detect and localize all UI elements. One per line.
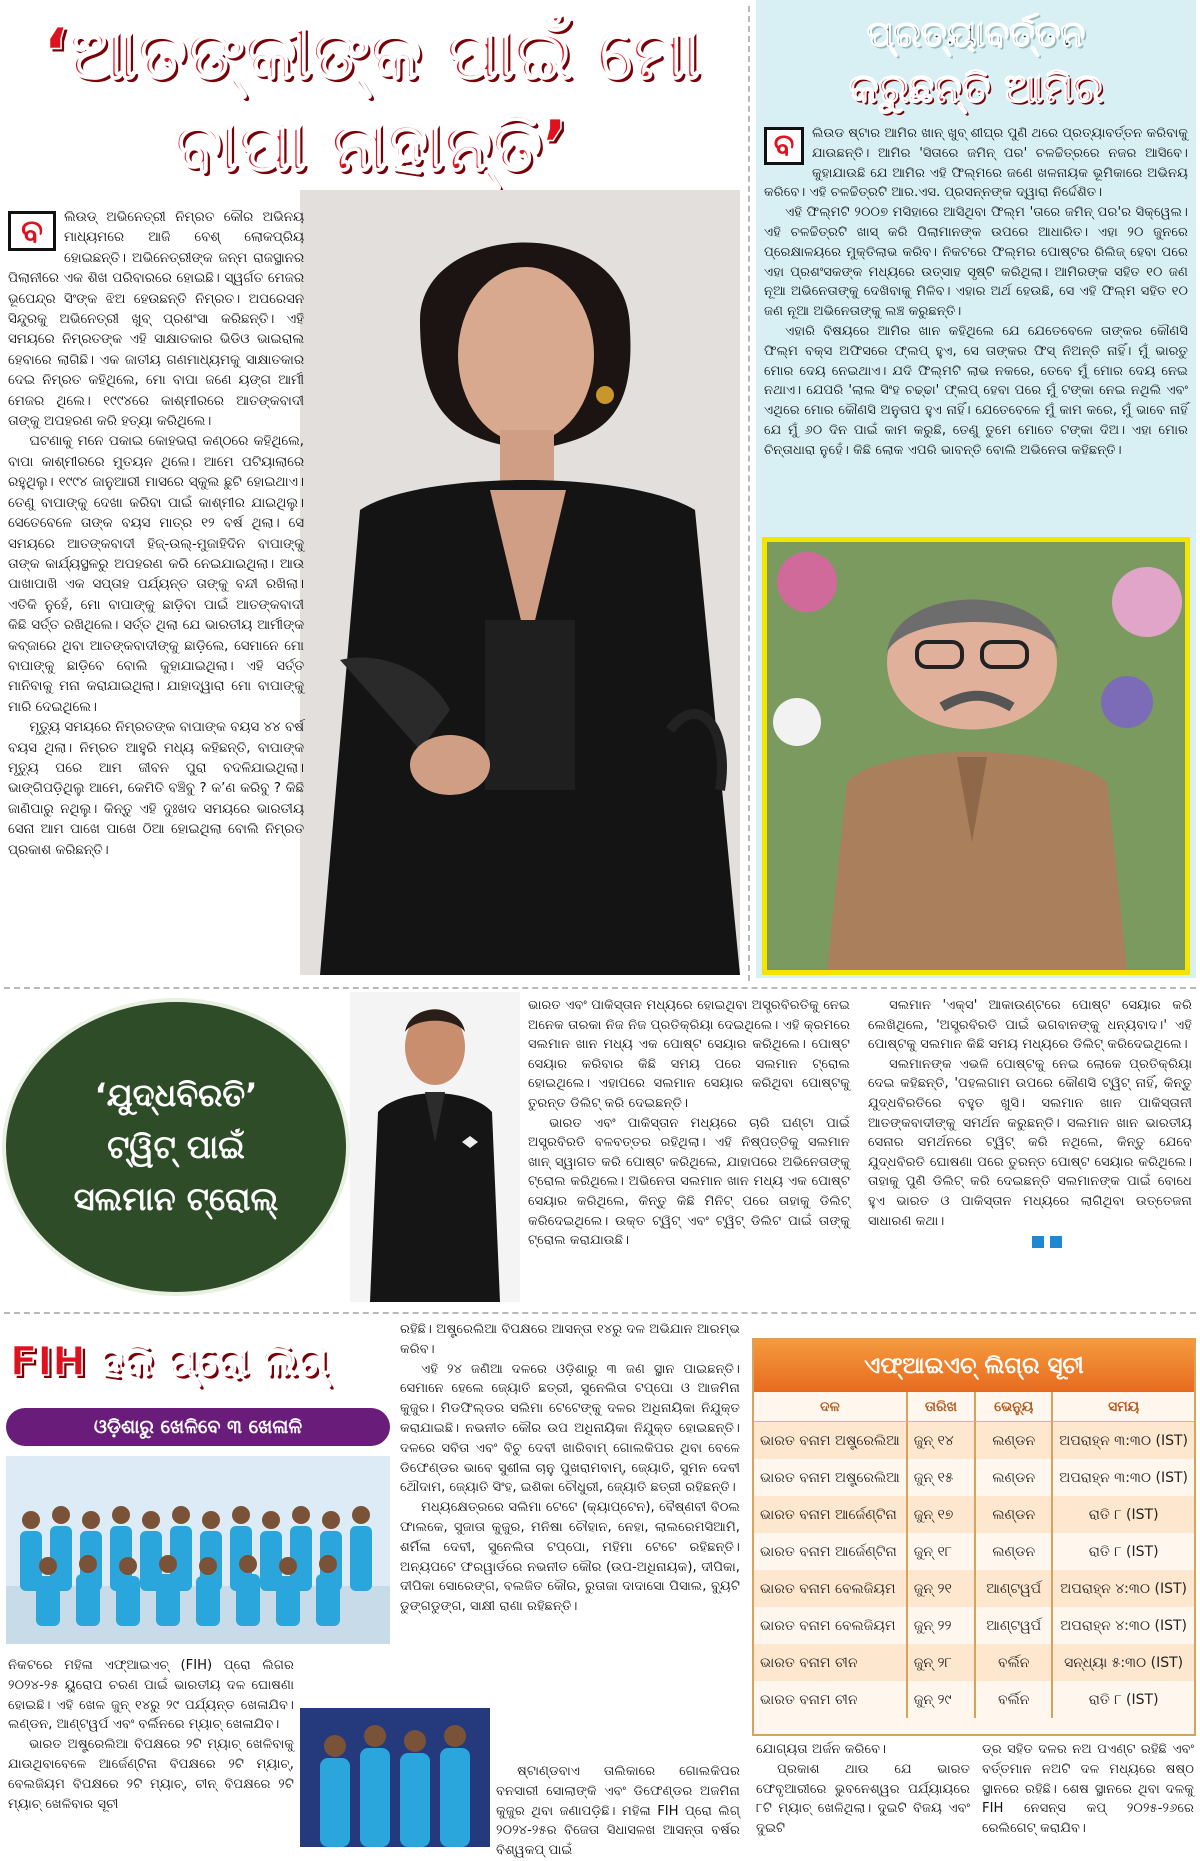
schedule-time: ଅପରାହ୍ନ ୩:୩୦ (IST) xyxy=(1053,1422,1194,1459)
aamir-headline-line2: କରୁଛନ୍ତି ଆମିର xyxy=(848,66,1104,112)
schedule-venue: ଲଣ୍ଡନ xyxy=(976,1533,1053,1570)
hockey-team-group-icon xyxy=(6,1456,390,1644)
schedule-time: ରାତି ୮ (IST) xyxy=(1053,1496,1194,1533)
schedule-col-team: ଦଳ xyxy=(754,1392,908,1422)
hockey-col2-para-2: ଏହି ୨୪ ଜଣିଆ ଦଳରେ ଓଡ଼ିଶାରୁ ୩ ଜଣ ସ୍ଥାନ ପାଇଛନ୍ତି। ସେମାନେ ହେଲେ ଜ୍ୟୋତି ଛତ୍ରୀ, ସୁନେଲିତା ଟପ୍ପୋ ଓ ଆଜମିନା କୁଜୁର। ମିଡଫିଲ୍ଡର ସଲିମା ଟେଟେଙ୍କୁ ଦଳର ଅଧିନାୟିକା ନିଯୁକ୍ତ କରାଯାଇଛି। ନଭନୀତ କୌର ଉପ ଅଧିନାୟିକା ନିଯୁକ୍ତ ହୋଇଛନ୍ତି। ଦଳରେ ସବିତା ଏବଂ ବିଚୁ ଦେବୀ ଖାରିବାମ୍ ଗୋଲକିପର ଥିବା ବେଳେ ଡିଫେଣ୍ଡର ଭାବେ ସୁଶୀଳା ଚାନୁ ପୁଖରାମବାମ୍, ଜ୍ୟୋତି, ସୁମନ ଦେବୀ ଥୌଦାମ, ଜ୍ୟୋତି ସିଂହ, ଇଶିକା ଚୌଧୁରୀ, ଜ୍ୟୋତି ଛତ୍ରୀ ରହିଛନ୍ତି। xyxy=(400,1361,740,1496)
story-end-marker xyxy=(868,1235,1192,1247)
schedule-venue: ଲଣ୍ଡନ xyxy=(976,1496,1053,1533)
schedule-venue: ଆଣ୍ଟୱର୍ପ xyxy=(976,1570,1053,1607)
aamir-body xyxy=(764,124,1188,461)
hockey-intro: ନିକଟରେ ମହିଳା ଏଫ୍ଆଇଏଚ୍ (FIH) ପ୍ରୋ ଲିଗର ୨୦୨୪-୨୫ ୟୁରୋପ ଚରଣ ପାଇଁ ଭାରତୀୟ ଦଳ ଘୋଷଣା ହୋଇଛି। ଏହି ଖେଳ ଜୁନ୍ ୧୪ରୁ ୨୯ ପର୍ଯ୍ୟନ୍ତ ଖେଳାଯିବ। ଲଣ୍ଡନ, ଆଣ୍ଟୱର୍ପ ଏବଂ ବର୍ଲିନରେ ମ୍ୟାଚ୍ ଖେଳାଯିବ। xyxy=(8,1658,294,1733)
hockey-col-1 xyxy=(8,1656,294,1814)
hockey-col3-para-2: ପ୍ରକାଶ ଥାଉ ଯେ ଭାରତ ଫେବୃଆରୀରେ ଭୁବନେଶ୍ୱର ପର୍ଯ୍ୟାୟରେ ୮ଟି ମ୍ୟାଚ୍ ଖେଳିଥିଲା। ଦୁଇଟି ବିଜୟ ଏବଂ ଦୁଇଟି xyxy=(756,1761,970,1837)
schedule-venue: ବର୍ଲିନ xyxy=(976,1681,1053,1718)
schedule-col-time: ସମୟ xyxy=(1053,1392,1194,1422)
row-divider-2 xyxy=(4,1312,1196,1314)
schedule-team: ଭାରତ ବନାମ ବେଲଜିୟମ xyxy=(754,1570,908,1607)
schedule-time: ରାତି ୮ (IST) xyxy=(1053,1681,1194,1718)
schedule-time: ଅପରାହ୍ନ ୪:୩୦ (IST) xyxy=(1053,1570,1194,1607)
schedule-date: ଜୁନ୍ ୨୨ xyxy=(908,1607,976,1644)
schedule-team: ଭାରତ ବନାମ ଅଷ୍ଟ୍ରେଲିଆ xyxy=(754,1422,908,1459)
hockey-subhead: ଓଡ଼ିଶାରୁ ଖେଳିବେ ୩ ଖେଳାଳି xyxy=(6,1408,390,1446)
hockey-para-1b: ଭାରତ ଅଷ୍ଟ୍ରେଲିଆ ବିପକ୍ଷରେ ୨ଟି ମ୍ୟାଚ୍ ଖେଳିବାକୁ ଯାଉଥିବାବେଳେ ଆର୍ଜେଣ୍ଟିନା ବିପକ୍ଷରେ ୨ଟି ମ୍ୟାଚ୍, ବେଲଜିୟମ ବିପକ୍ଷରେ ୨ଟି ମ୍ୟାଚ୍, ଚୀନ୍ ବିପକ୍ଷରେ ୨ଟି ମ୍ୟାଚ୍ ଖେଳିବାର ସୂଚୀ xyxy=(8,1737,294,1812)
table-row xyxy=(754,1607,1194,1644)
schedule-team: ଭାରତ ବନାମ ଆର୍ଜେଣ୍ଟିନା xyxy=(754,1496,908,1533)
schedule-time: ରାତି ୮ (IST) xyxy=(1053,1533,1194,1570)
nimrat-dropcap: ବ xyxy=(8,211,56,251)
schedule-venue: ବର୍ଲିନ xyxy=(976,1644,1053,1681)
schedule-time: ସନ୍ଧ୍ୟା ୫:୩୦ (IST) xyxy=(1053,1644,1194,1681)
salman-headline-line2: ଟ୍ୱିଟ୍ ପାଇଁ xyxy=(107,1128,245,1166)
schedule-date: ଜୁନ୍ ୧୪ xyxy=(908,1422,976,1459)
aamir-para-2: ଏହି ଫିଲ୍ମଟି ୨୦୦୭ ମସିହାରେ ଆସିଥିବା ଫିଲ୍ମ 'ତାରେ ଜମିନ୍ ପର'ର ସିକ୍ୱେଲ। ଏହି ଚଳଚ୍ଚିତ୍ରଟି ଖାସ୍ କରି ପିଲାମାନଙ୍କ ଉପରେ ଆଧାରିତ। ଏହା ୨୦ ଜୁନରେ ପ୍ରେକ୍ଷାଳୟରେ ମୁକ୍ତିଲାଭ କରିବ। ନିକଟରେ ଫିଲ୍ମର ପୋଷ୍ଟର ରିଲିଜ୍ ହେବା ପରେ ଏହା ପ୍ରଶଂସକଙ୍କ ମଧ୍ୟରେ ଉତ୍ସାହ ସୃଷ୍ଟି କରିଥିଲା। ଆମିରଙ୍କ ସହିତ ୧୦ ଜଣ ନୂଆ ଅଭିନେତାଙ୍କୁ ଦେଖିବାକୁ ମିଳିବ। ଏହାର ଅର୍ଥ ହେଉଛି, ସେ ଏହି ଫିଲ୍ମ ସହିତ ୧୦ ଜଣ ନୂଆ ଅଭିନେତାଙ୍କୁ ଲଞ୍ଚ କରୁଛନ୍ତି। xyxy=(764,205,1188,320)
hockey-col-4 xyxy=(982,1740,1194,1839)
schedule-venue: ଲଣ୍ଡନ xyxy=(976,1422,1053,1459)
hockey-col2-para-1: ରହିଛି। ଅଷ୍ଟ୍ରେଲିଆ ବିପକ୍ଷରେ ଆସନ୍ତା ୧୪ରୁ ଦଳ ଅଭିଯାନ ଆରମ୍ଭ କରିବ। xyxy=(400,1322,740,1357)
hockey-headline: FIH ହକି ପ୍ରୋ ଲିଗ୍ xyxy=(10,1339,328,1385)
aamir-para-3: ଏହାରି ବିଷୟରେ ଆମିର ଖାନ କହିଥିଲେ ଯେ ଯେତେବେଳେ ତାଙ୍କର କୌଣସି ଫିଲ୍ମ ବକ୍ସ ଅଫିସରେ ଫ୍ଲପ୍ ହୁଏ, ସେ ତାଙ୍କର ଫିସ୍ ନିଅନ୍ତି ନାହିଁ। ମୁଁ ଭାରତୁ ମୋର ଦେୟ ନେଇଥାଏ। ଯଦି ଫିଲ୍ମଟି ଲାଭ ନକରେ, ତେବେ ମୁଁ ମୋର ଦେୟ ନେଇ ନଥାଏ। ଯେପରି 'ଲାଲ ସିଂହ ଚଢ୍ଢା' ଫ୍ଲପ୍ ହେବା ପରେ ମୁଁ ଟଙ୍କା ନେଇ ନଥିଲି ଏବଂ ଏଥିରେ ମୋର କୌଣସି ଅନୁତାପ ହୁଏ ନାହିଁ। ଯେତେବେଳେ ମୁଁ କାମ କରେ, ମୁଁ ଭାବେ ନାହିଁ ଯେ ମୁଁ ୬୦ ଦିନ ପାଇଁ କାମ କରୁଛି, ତେଣୁ ତୁମେ ମୋତେ ଟଙ୍କା ଦିଅ। ଏହା ମୋର ଚିନ୍ତାଧାରା ନୁହେଁ। କିଛି ଲୋକ ଏପରି ଭାବନ୍ତି ବୋଲି ଅଭିନେତା କହିଛନ୍ତି। xyxy=(764,323,1188,458)
schedule-table xyxy=(754,1392,1194,1718)
table-row xyxy=(754,1459,1194,1496)
schedule-date: ଜୁନ୍ ୧୭ xyxy=(908,1496,976,1533)
schedule-col-date: ତାରିଖ xyxy=(908,1392,976,1422)
aamir-dropcap: ବ xyxy=(764,127,804,165)
man-in-brown-shirt-icon xyxy=(767,542,1185,970)
table-row xyxy=(754,1422,1194,1459)
table-row xyxy=(754,1681,1194,1718)
nimrat-body xyxy=(8,208,304,861)
man-in-black-suit-icon xyxy=(350,992,520,1302)
hockey-team-photo xyxy=(6,1456,390,1644)
salman-col-2 xyxy=(868,996,1192,1247)
schedule-date: ଜୁନ୍ ୨୧ xyxy=(908,1570,976,1607)
aamir-headline xyxy=(756,10,1196,118)
row-divider-1 xyxy=(4,987,1196,989)
schedule-box xyxy=(752,1338,1196,1736)
aamir-photo xyxy=(762,537,1190,975)
nimrat-para-1: ଲିଉଡ୍ ଅଭିନେତ୍ରୀ ନିମ୍ରତ କୌର ଅଭିନୟ ମାଧ୍ୟମରେ ଆଜି ବେଶ୍ ଲୋକପ୍ରିୟ ହୋଇଛନ୍ତି। ଅଭିନେତ୍ରୀଙ୍କ ଜନ୍ମ ରାଜସ୍ଥାନର ପିଲାନୀରେ ଏକ ଶିଖ ପରିବାରରେ ହୋଇଛି। ସ୍ୱର୍ଗତ ମେଜର ଭୂପେନ୍ଦ୍ର ସିଂଙ୍କ ଝିଅ ହେଉଛନ୍ତି ନିମ୍ରତ। ଅପରେସନ ସିନ୍ଦୁରକୁ ଅଭିନେତ୍ରୀ ଖୁବ୍ ପ୍ରଶଂସା କରିଛନ୍ତି। ଏହି ସମୟରେ ନିମ୍ରତଙ୍କ ଏହି ସାକ୍ଷାତକାର ଭିଡିଓ ଭାଇରାଲ ହେବାରେ ଲାଗିଛି। ଏକ ଜାତୀୟ ଗଣମାଧ୍ୟମକୁ ସାକ୍ଷାତକାର ଦେଇ ନିମ୍ରତ କହିଥିଲେ, ମୋ ବାପା ଜଣେ ୟଙ୍ଗ ଆର୍ମୀ ମେଜର ଥିଲେ। ୧୯୯୪ରେ କାଶ୍ମୀରରେ ଆତଙ୍କବାଦୀ ତାଙ୍କୁ ଅପହରଣ କରି ହତ୍ୟା କରିଥିଲେ। xyxy=(8,210,304,430)
salman-headline-line3: ସଲମାନ ଟ୍ରୋଲ୍ xyxy=(73,1180,279,1218)
salman-photo xyxy=(350,992,520,1302)
nimrat-headline-line2: ବାପା ନାହାନ୍ତି’ xyxy=(173,105,569,187)
salman-headline-line1: ‘ଯୁଦ୍ଧବିରତି’ xyxy=(94,1076,258,1114)
woman-in-black-blazer-icon xyxy=(300,190,740,975)
schedule-header-row xyxy=(754,1392,1194,1422)
schedule-date: ଜୁନ୍ ୧୫ xyxy=(908,1459,976,1496)
nimrat-headline xyxy=(0,8,742,192)
hockey-col-3 xyxy=(756,1740,970,1839)
schedule-team: ଭାରତ ବନାମ ବେଲଜିୟମ xyxy=(754,1607,908,1644)
hockey-col2-para-4: ଷ୍ଟାଣ୍ଡବାଏ ତାଲିକାରେ ଗୋଲକିପର ବନସାରୀ ସୋଲାଙ୍କି ଏବଂ ଡିଫେଣ୍ଡର ଅଜମିନା କୁଜୁର ଥିବା ଜଣାପଡ଼ିଛି। ମହିଳା FIH ପ୍ରୋ ଲିଗ୍ ୨୦୨୪-୨୫ର ବିଜେତା ସିଧାସଳଖ ଆସନ୍ତା ବର୍ଷର ବିଶ୍ୱକପ୍ ପାଇଁ xyxy=(496,1764,740,1859)
schedule-date: ଜୁନ୍ ୧୮ xyxy=(908,1533,976,1570)
schedule-team: ଭାରତ ବନାମ ଆର୍ଜେଣ୍ଟିନା xyxy=(754,1533,908,1570)
table-row xyxy=(754,1644,1194,1681)
nimrat-para-3: ମୃତ୍ୟୁ ସମୟରେ ନିମ୍ରତଙ୍କ ବାପାଙ୍କ ବୟସ ୪୪ ବର୍ଷ ବୟସ ଥିଲା। ନିମ୍ରତ ଆହୁରି ମଧ୍ୟ କହିଛନ୍ତି, ବାପାଙ୍କ ମୃତ୍ୟୁ ପରେ ଆମ ଜୀବନ ପୁରା ବଦଳିଯାଇଥିଲା। ଭାଙ୍ଗିପଡ଼ିଥିଲୁ ଆମେ, କେମିତି ବଞ୍ଚିବୁ ? କ’ଣ କରିବୁ ? କିଛି ଜାଣିପାରୁ ନଥିଲୁ। କିନ୍ତୁ ଏହି ଦୁଃଖଦ ସମୟରେ ଭାରତୀୟ ସେନା ଆମ ପାଖେ ପାଖେ ଠିଆ ହୋଇଥିଲା ବୋଲି ନିମ୍ରତ ପ୍ରକାଶ କରିଛନ୍ତି। xyxy=(8,720,304,858)
schedule-date: ଜୁନ୍ ୨୮ xyxy=(908,1644,976,1681)
schedule-team: ଭାରତ ବନାମ ଚୀନ xyxy=(754,1681,908,1718)
schedule-team: ଭାରତ ବନାମ ଅଷ୍ଟ୍ରେଲିଆ xyxy=(754,1459,908,1496)
table-row xyxy=(754,1496,1194,1533)
table-row xyxy=(754,1570,1194,1607)
salman-story xyxy=(0,992,1200,1312)
schedule-time: ଅପରାହ୍ନ ୩:୩୦ (IST) xyxy=(1053,1459,1194,1496)
hockey-col3-para-1: ଯୋଗ୍ୟତା ଅର୍ଜନ କରିବେ। xyxy=(756,1742,887,1757)
aamir-para-1: ଲିଉଡ ଷ୍ଟାର ଆମିର ଖାନ୍ ଖୁବ୍ ଶୀଘ୍ର ପୁଣି ଥରେ ପ୍ରତ୍ୟାବର୍ତ୍ତନ କରିବାକୁ ଯାଉଛନ୍ତି। ଆମିର 'ସିତାରେ ଜମିନ୍ ପର' ଚଳଚ୍ଚିତ୍ରରେ ନଜର ଆସିବେ। କୁହାଯାଉଛି ଯେ ଆମିର ଏହି ଫିଲ୍ମରେ ଜଣେ ଖଳନାୟକ ଭୂମିକାରେ ଅଭିନୟ କରିବେ। ଏହି ଚଳଚ୍ଚିତ୍ରଟି ଆର.ଏସ. ପ୍ରସନ୍ନଙ୍କ ଦ୍ୱାରା ନିର୍ଦ୍ଦେଶିତ। xyxy=(764,126,1188,201)
hockey-col-2 xyxy=(400,1320,740,1617)
salman-col2-para-1: ସଲମାନ 'ଏକ୍ସ' ଆକାଉଣ୍ଟରେ ପୋଷ୍ଟ ସେୟାର କରି ଲେଖିଥିଲେ, 'ଅସ୍ତ୍ରବିରତି ପାଇଁ ଭଗବାନଙ୍କୁ ଧନ୍ୟବାଦ।' ଏହି ପୋଷ୍ଟକୁ ସଲମାନ କିଛି ସମୟ ମଧ୍ୟରେ ଡିଲିଟ୍ କରିଦେଇଥିଲେ। xyxy=(868,998,1192,1053)
hockey-col-2-bottom xyxy=(496,1762,740,1861)
hockey-story xyxy=(0,1318,1200,1859)
salman-col1-para-2: ଭାରତ ଏବଂ ପାକିସ୍ତାନ ମଧ୍ୟରେ ଚାରି ଘଣ୍ଟା ପାଇଁ ଅସ୍ତ୍ରବିରତି ବଳବତ୍ତର ରହିଥିଲା। ଏହି ନିଷ୍ପତ୍ତିକୁ ସଲମାନ ଖାନ୍ ସ୍ୱାଗତ କରି ପୋଷ୍ଟ କରିଥିଲେ, ଯାହାପରେ ଅଭିନେତାଙ୍କୁ ଟ୍ରୋଲ କରିଥିଲେ। ଅଭିନେତା ସଲମାନ ଖାନ ମଧ୍ୟ ଏକ ପୋଷ୍ଟ ସେୟାର କରିଥିଲେ, କିନ୍ତୁ କିଛି ମିନିଟ୍ ପରେ ତାହାକୁ ଡିଲିଟ୍ କରିଦେଇଥିଲେ। ଉକ୍ତ ଟ୍ୱିଟ୍ ଏବଂ ଟ୍ୱିଟ୍ ଡିଲିଟ ପାଇଁ ତାଙ୍କୁ ଟ୍ରୋଲ କରାଯାଉଛି। xyxy=(528,1115,850,1249)
salman-col1-para-1: ଭାରତ ଏବଂ ପାକିସ୍ତାନ ମଧ୍ୟରେ ହୋଇଥିବା ଅସ୍ତ୍ରବିରତିକୁ ନେଇ ଅନେକ ତାରକା ନିଜ ନିଜ ପ୍ରତିକ୍ରିୟା ଦେଇଥିଲେ। ଏହି କ୍ରମରେ ସଲମାନ ଖାନ ମଧ୍ୟ ଏକ ପୋଷ୍ଟ ସେୟାର କରିଥିଲେ। ପୋଷ୍ଟ ସେୟାର କରିବାର କିଛି ସମୟ ପରେ ସଲମାନ ଟ୍ରୋଲ ହୋଇଥିଲେ। ଏହାପରେ ସଲମାନ ସେୟାର କରିଥିବା ପୋଷ୍ଟକୁ ତୁରନ୍ତ ଡିଲିଟ୍ କରି ଦେଇଛନ୍ତି। xyxy=(528,998,850,1111)
salman-col2-para-2: ସଲମାନଙ୍କ ଏଭଳି ପୋଷ୍ଟକୁ ନେଇ ଲୋକେ ପ୍ରତିକ୍ରିୟା ଦେଇ କହିଛନ୍ତି, 'ପହଲଗାମ ଉପରେ କୌଣସି ଟ୍ୱିଟ୍ ନାହିଁ, କିନ୍ତୁ ଯୁଦ୍ଧବିରତିରେ ବହୁତ ଖୁସି। ସଲମାନ ଖାନ ପାକିସ୍ତାନୀ ଆତଙ୍କବାଦୀଙ୍କୁ ସମର୍ଥନ କରୁଛନ୍ତି। ସଲମାନ ଖାନ ଭାରତୀୟ ସେନାର ସମର୍ଥନରେ ଟ୍ୱିଟ୍ କରି ନଥିଲେ, କିନ୍ତୁ ଯେବେ ଯୁଦ୍ଧବିରତି ଘୋଷଣା ପରେ ତୁରନ୍ତ ପୋଷ୍ଟ ସେୟାର କରିଥିଲେ। ତାହାକୁ ପୁଣି ଡିଲିଟ୍ କରି ଦେଇଛନ୍ତି ସଲମାନଙ୍କ ପାଇଁ ବୋଧେ ହୁଏ ଭାରତ ଓ ପାକିସ୍ତାନ ମଧ୍ୟରେ ଲାଗିଥିବା ଉତ୍ତେଜନା ସାଧାରଣ କଥା। xyxy=(868,1056,1192,1229)
aamir-headline-line1: ପ୍ରତ୍ୟାବର୍ତ୍ତନ xyxy=(866,14,1086,55)
column-divider-top xyxy=(748,6,750,981)
schedule-venue: ଆଣ୍ଟୱର୍ପ xyxy=(976,1607,1053,1644)
salman-col-1 xyxy=(528,996,850,1251)
nimrat-story xyxy=(0,0,742,980)
aamir-story xyxy=(756,0,1196,978)
schedule-title: ଏଫ୍ଆଇଏଚ୍ ଲିଗ୍‌ର ସୂଚୀ xyxy=(754,1340,1194,1392)
schedule-team: ଭାରତ ବନାମ ଚୀନ xyxy=(754,1644,908,1681)
hockey-col4-para-1: ଡ୍ର ସହିତ ଦଳର ନଅ ପଏଣ୍ଟ ରହିଛି ଏବଂ ବର୍ତ୍ତମାନ ନଅଟି ଦଳ ମଧ୍ୟରେ ଷଷ୍ଠ ସ୍ଥାନରେ ରହିଛି। ଶେଷ ସ୍ଥାନରେ ଥିବା ଦଳକୁ FIH ନେସନ୍ସ କପ୍ ୨୦୨୫-୨୬ରେ ରେଲିଗେଟ୍ କରାଯିବ। xyxy=(982,1742,1194,1837)
hockey-action-photo xyxy=(300,1708,490,1847)
salman-headline-circle xyxy=(6,1002,346,1292)
hockey-col2-para-3: ମଧ୍ୟକ୍ଷେତ୍ରରେ ସଲିମା ଟେଟେ (କ୍ୟାପ୍ଟେନ), ବୈଷ୍ଣବୀ ବିଠଲ ଫାଲକେ, ସୁଜାତା କୁଜୁର, ମନିଷା ଚୌହାନ, ନେହା, ଲାଲରେମସିଆମି, ଶର୍ମିଳା ଦେବୀ, ସୁନେଲିତା ଟପ୍ପୋ, ମହିମା ଟେଟେ ରହିଛନ୍ତି। ଅନ୍ୟପଟେ ଫରୱାର୍ଡରେ ନଭନୀତ କୌର (ଉପ-ଅଧିନାୟକ), ଦୀପିକା, ଦୀପିକା ସୋରେଙ୍ଗ, ବଲଜିତ କୌର, ରୁତାଜା ଦାଦାସୋ ପିସାଲ, ବ୍ୟୁଟି ଡୁଙ୍ଗଡୁଙ୍ଗ, ସାକ୍ଷୀ ରାଣା ରହିଛନ୍ତି। xyxy=(400,1500,740,1615)
schedule-time: ଅପରାହ୍ନ ୪:୩୦ (IST) xyxy=(1053,1607,1194,1644)
nimrat-photo xyxy=(300,190,740,975)
schedule-date: ଜୁନ୍ ୨୯ xyxy=(908,1681,976,1718)
table-row xyxy=(754,1533,1194,1570)
schedule-col-venue: ଭେନ୍ୟୁ xyxy=(976,1392,1053,1422)
nimrat-headline-line1: ‘ଆତଙ୍କୀଙ୍କ ପାଇଁ ମୋ xyxy=(42,13,700,95)
schedule-venue: ଲଣ୍ଡନ xyxy=(976,1459,1053,1496)
nimrat-para-2: ଘଟଣାକୁ ମନେ ପକାଇ କୋହଭରା କଣ୍ଠରେ କହିଥିଲେ, ବାପା କାଶ୍ମୀରରେ ମୁତୟନ ଥିଲେ। ଆମେ ପଟିୟାଲାରେ ରହୁଥିଲୁ। ୧୯୯୪ ଜାନୁଆରୀ ମାସରେ ସ୍କୁଲ ଛୁଟି ହୋଇଥାଏ। ତେଣୁ ବାପାଙ୍କୁ ଦେଖା କରିବା ପାଇଁ କାଶ୍ମୀର ଯାଇଥିଲୁ। ସେତେବେଳେ ତାଙ୍କ ବୟସ ମାତ୍ର ୧୨ ବର୍ଷ ଥିଲା। ସେ ସମୟରେ ଆତଙ୍କବାଦୀ ହିଜ୍-ଉଲ୍-ମୁଜାହିଦିନ ବାପାଙ୍କୁ ତାଙ୍କ କାର୍ଯ୍ୟସ୍ଥଳରୁ ଅପହରଣ କରି ନେଇଯାଇଥିଲା। ଆଉ ପାଖାପାଖି ଏକ ସପ୍ତାହ ପର୍ଯ୍ୟନ୍ତ ତାଙ୍କୁ ବନ୍ଦୀ ରଖିଲା। ଏତିକି ନୁହେଁ, ମୋ ବାପାଙ୍କୁ ଛାଡ଼ିବା ପାଇଁ ଆତଙ୍କବାଦୀ କିଛି ସର୍ତ୍ତ ରଖିଥିଲେ। ସର୍ତ୍ତ ଥିଲା ଯେ ଭାରତୀୟ ଆର୍ମୀଙ୍କ କବ୍ଜାରେ ଥିବା ଆତଙ୍କବାଦୀଙ୍କୁ ଛାଡ଼ିଲେ, ସେମାନେ ମୋ ବାପାଙ୍କୁ ଛାଡ଼ିବେ ବୋଲି କୁହାଯାଇଥିଲା। ଏହି ସର୍ତ୍ତ ମାନିବାକୁ ମନା କରାଯାଇଥିଲା। ଯାହାଦ୍ୱାରା ମୋ ବାପାଙ୍କୁ ମାରି ଦେଇଥିଲେ। xyxy=(8,434,304,715)
hockey-players-celebrating-icon xyxy=(300,1708,490,1847)
